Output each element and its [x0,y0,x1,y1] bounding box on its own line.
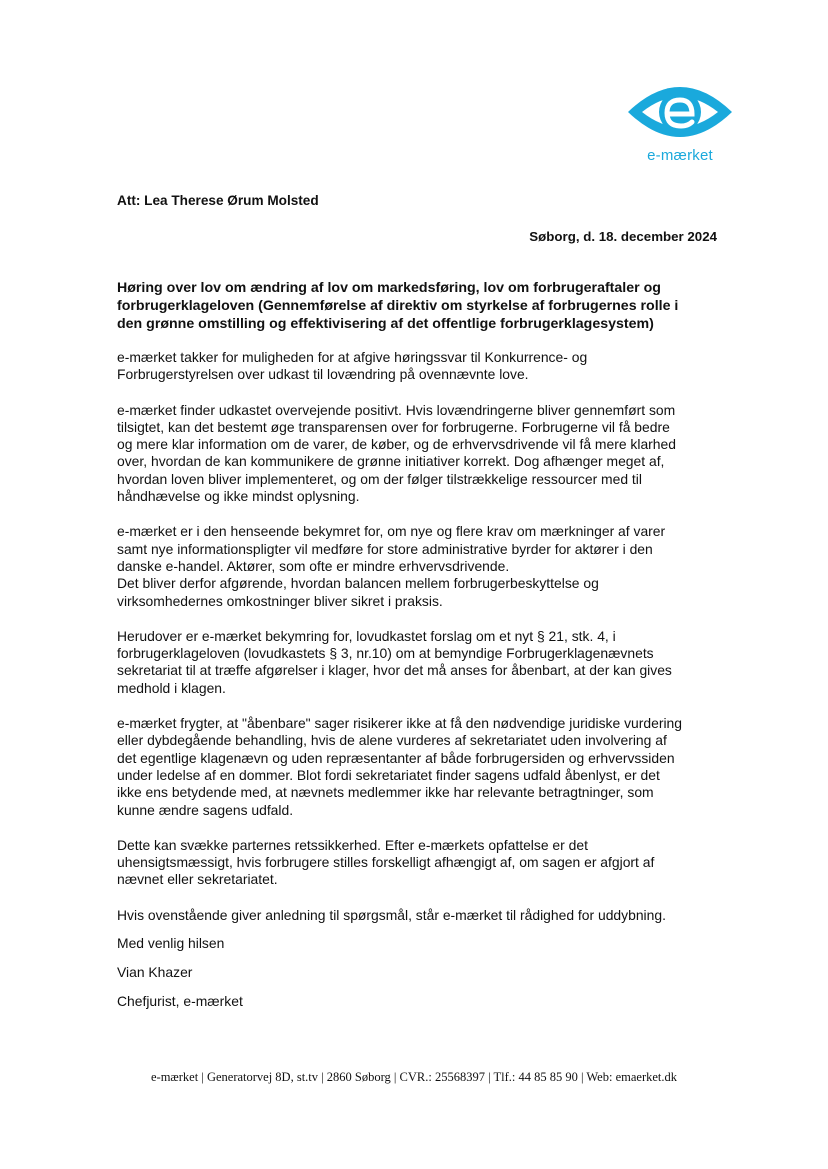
attention-line: Att: Lea Therese Ørum Molsted [117,193,319,208]
signatory-title: Chefjurist, e-mærket [117,993,243,1009]
paragraph-contact [117,907,727,924]
paragraph-intro [117,349,727,384]
subject-line: den grønne omstilling og effektivisering af det offentlige forbrugerklagesystem) [117,316,654,332]
body-line: sekretariat til at træffe afgørelser i klager, hvor det må anses for åbenbart, at der kan gives [117,662,672,679]
body-line: ikke ens betydende med, at nævnets medlemmer ikke har relevante betragtninger, som [117,784,654,801]
closing-greeting: Med venlig hilsen [117,935,225,951]
body-line: Herudover er e-mærket bekymring for, lovudkastet forslag om et nyt § 21, stk. 4, i [117,627,616,644]
subject-heading [117,279,727,333]
paragraph-assessment [117,402,727,506]
body-line: kunne ændre sagens udfald. [117,801,294,818]
letter-date: Søborg, d. 18. december 2024 [529,229,717,244]
subject-line: forbrugerklageloven (Gennemførelse af direktiv om styrkelse af forbrugernes rolle i [117,298,679,314]
body-line: medhold i klagen. [117,679,226,696]
body-line: forbrugerklageloven (lovudkastets § 3, nr.10) om at bemyndige Forbrugerklagenævnets [117,645,654,662]
body-line: e-mærket frygter, at "åbenbare" sager risikerer ikke at få den nødvendige juridiske vurdering [117,715,682,732]
eye-logo-icon [624,76,736,146]
body-line: tilsigtet, kan det bestemt øge transparensen over for forbrugerne. Forbrugerne vil få bedre [117,418,670,435]
paragraph-legal-certainty [117,837,727,889]
body-line: samt nye informationspligter vil medføre for store administrative byrder for aktører i den [117,540,653,557]
body-line: og mere klar information om de varer, de køber, og de erhvervsdrivende vil få mere klarhed [117,436,676,453]
body-line: danske e-handel. Aktører, som ofte er mindre erhvervsdrivende. [117,557,510,574]
body-line: eller dybdegående behandling, hvis de alene vurderes af sekretariatet uden involvering af [117,732,667,749]
body-line: over, hvordan de kan kommunikere de grønne initiativer korrekt. Dog afhænger meget af, [117,453,665,470]
body-line: håndhævelse og ikke mindst oplysning. [117,488,360,505]
paragraph-fear [117,715,727,819]
body-line: e-mærket er i den henseende bekymret for, om nye og flere krav om mærkninger af varer [117,523,666,540]
body-line: Det bliver derfor afgørende, hvordan balancen mellem forbrugerbeskyttelse og [117,575,599,592]
logo-wordmark: e-mærket [647,147,713,164]
body-line: virksomhedernes omkostninger bliver sikret i praksis. [117,592,443,609]
body-line: det egentlige klagenævn og uden repræsentanter af både forbrugersiden og erhvervssiden [117,749,675,766]
subject-line: Høring over lov om ændring af lov om markedsføring, lov om forbrugeraftaler og [117,280,661,296]
signatory-name: Vian Khazer [117,964,193,980]
body-line: Hvis ovenstående giver anledning til spørgsmål, står e-mærket til rådighed for uddybning. [117,906,666,923]
letter-body [117,349,727,942]
e-maerket-logo [624,76,736,168]
paragraph-proposal [117,628,727,697]
letter-footer: e-mærket | Generatorvej 8D, st.tv | 2860 Søborg | CVR.: 25568397 | Tlf.: 44 85 85 90 | Web: emaerket.dk [150,1070,678,1084]
paragraph-concern [117,523,727,609]
body-line: Dette kan svække parternes retssikkerhed. Efter e-mærkets opfattelse er det [117,836,588,853]
body-line: e-mærket takker for muligheden for at afgive høringssvar til Konkurrence- og [117,349,588,365]
body-line: Forbrugerstyrelsen over udkast til lovændring på ovennævnte love. [117,366,529,383]
body-line: e-mærket finder udkastet overvejende positivt. Hvis lovændringerne bliver gennemført som [117,401,676,418]
body-line: under ledelse af en dommer. Blot fordi sekretariatet finder sagens udfald åbenlyst, er det [117,766,660,783]
body-line: uhensigtsmæssigt, hvis forbrugere stilles forskelligt afhængigt af, om sagen er afgjort af [117,854,655,871]
body-line: nævnet eller sekretariatet. [117,871,278,888]
body-line: hvordan loven bliver implementeret, og om der følger tilstrækkelige ressourcer med til [117,470,642,487]
